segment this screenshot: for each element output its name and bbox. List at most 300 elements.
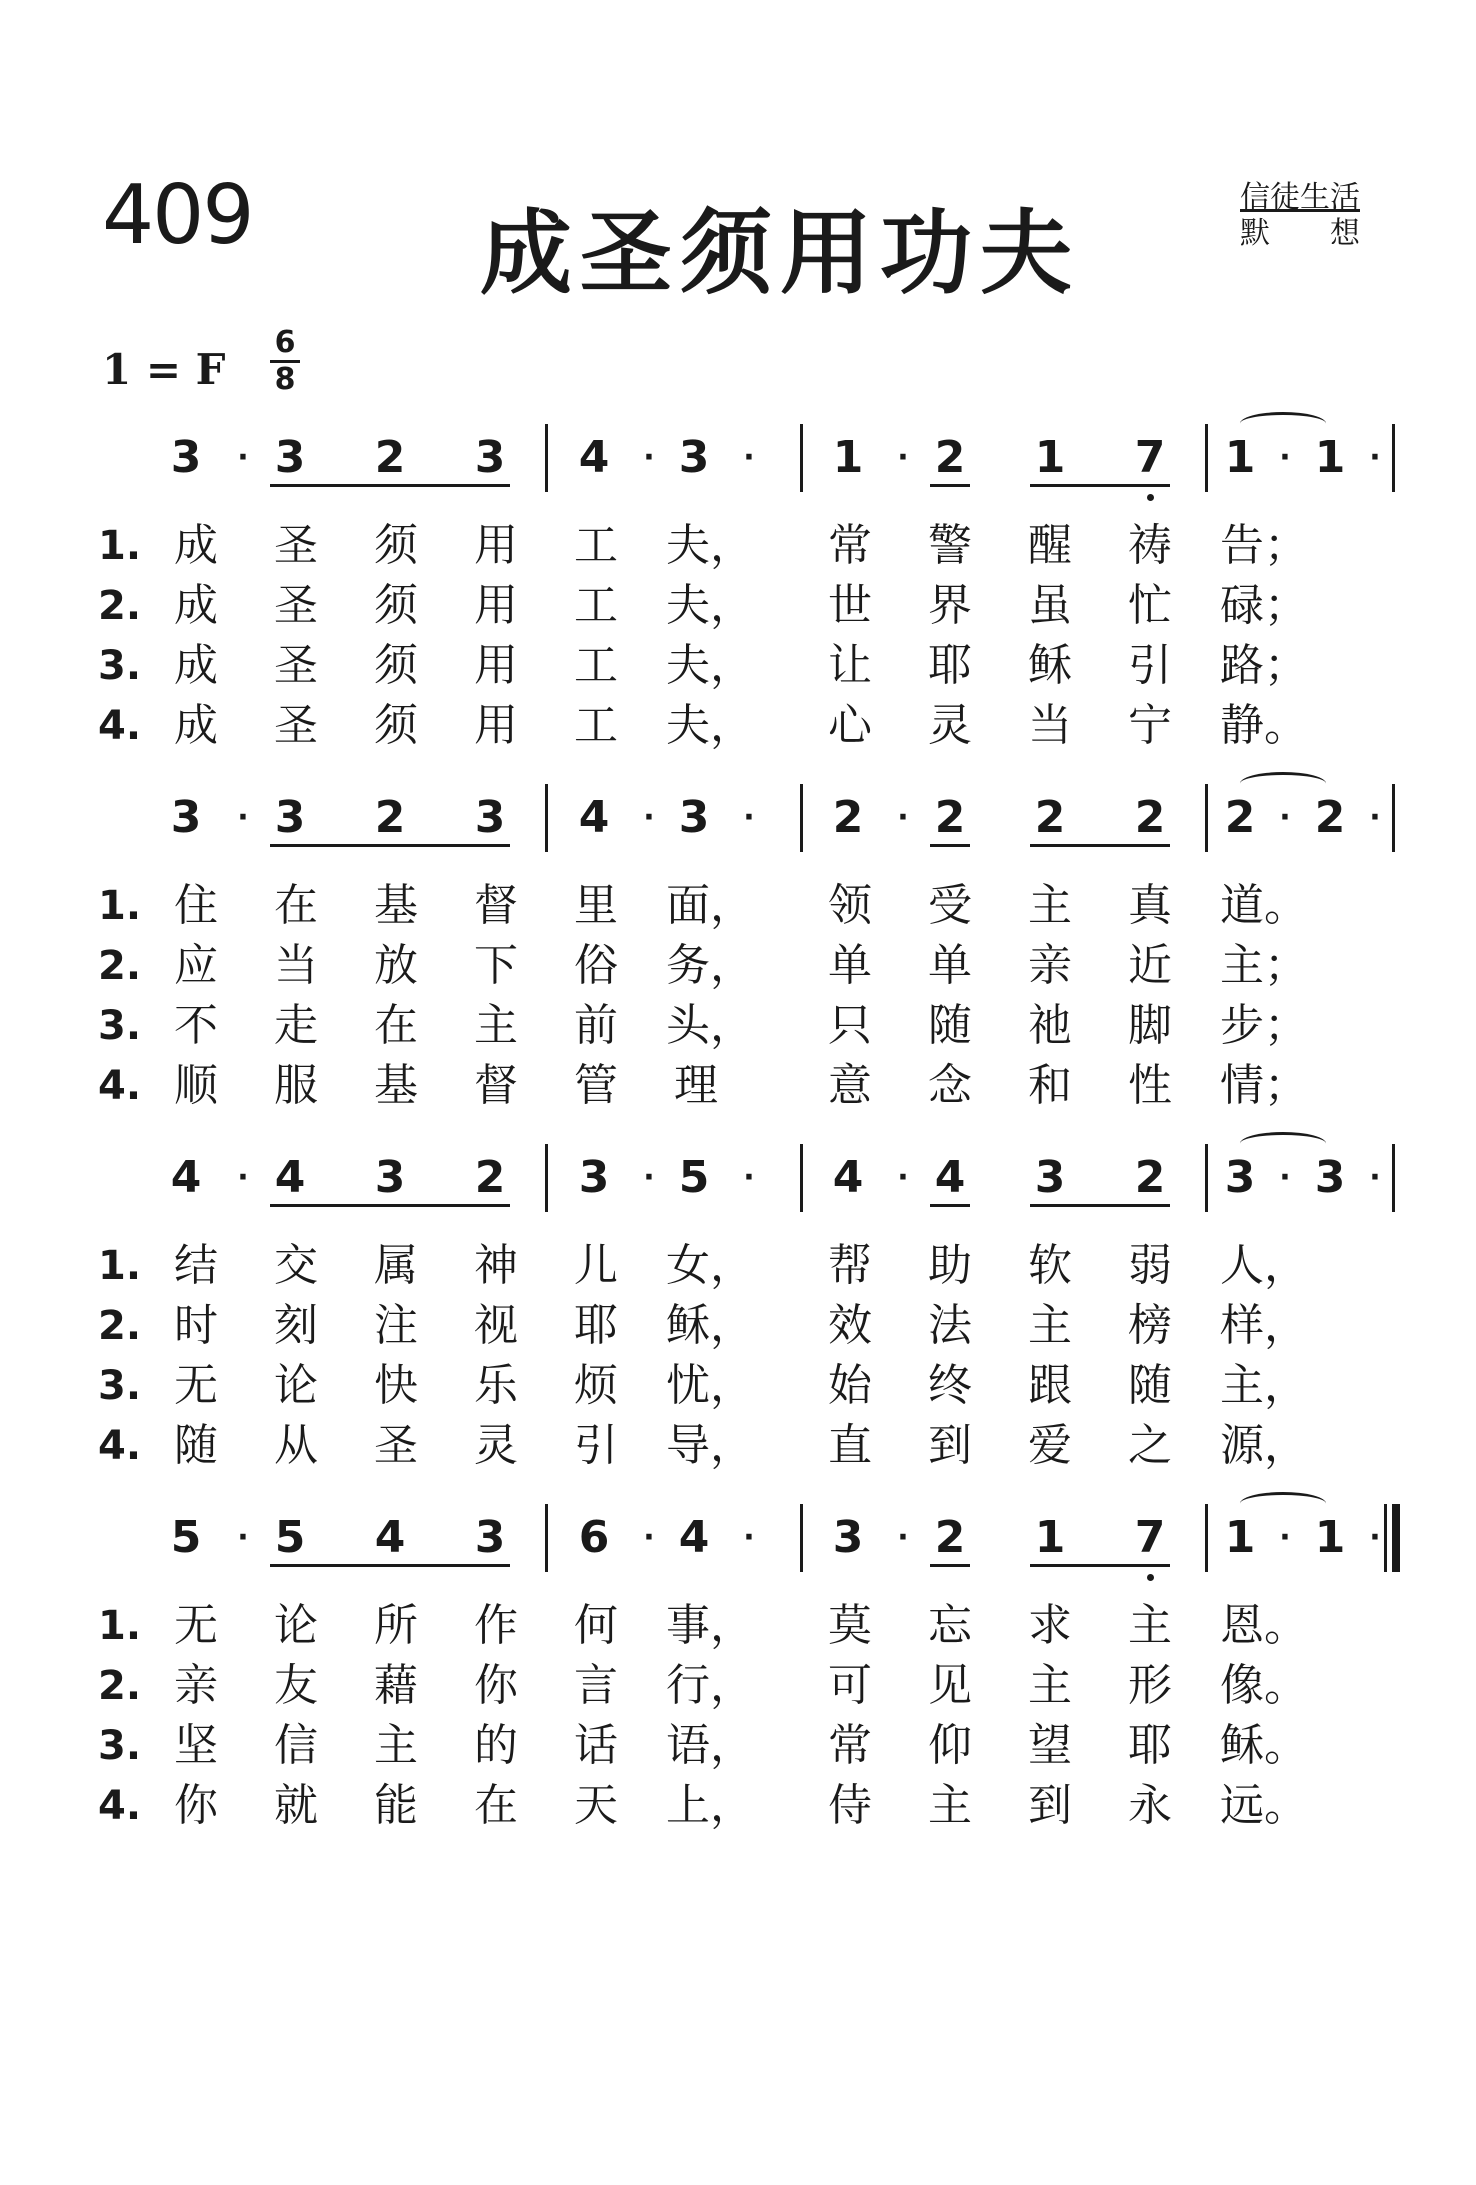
lyric-char: 理 [674, 1060, 718, 1111]
note: 2 [374, 792, 406, 843]
lyric-line [0, 636, 1476, 696]
note: 5 [274, 1512, 306, 1563]
barline [1384, 1504, 1387, 1572]
lyric-char: 用 [474, 700, 518, 751]
lyric-char: 快 [374, 1360, 418, 1411]
lyric-char: 受 [928, 880, 972, 931]
note: 3 [1314, 1152, 1346, 1203]
verse-number: 3. [98, 1723, 142, 1769]
lyric-char: 单 [928, 940, 972, 991]
note: 2 [1134, 1152, 1166, 1203]
lyric-char: 你 [174, 1780, 218, 1831]
lyric-char: 醒 [1028, 520, 1072, 571]
lyric-char: 督 [474, 880, 518, 931]
lyric-char: 宁 [1128, 700, 1172, 751]
lyric-char: 夫， [666, 580, 754, 631]
lyric-line [0, 1716, 1476, 1776]
lyric-char: 祂 [1028, 1000, 1072, 1051]
beam-line [270, 1564, 310, 1567]
category-line2: 默 想 [1240, 216, 1360, 251]
lyric-char: 碌； [1220, 580, 1308, 631]
lyric-line [0, 576, 1476, 636]
lyric-char: 何 [574, 1600, 618, 1651]
lyric-char: 让 [828, 640, 872, 691]
lyric-char: 神 [474, 1240, 518, 1291]
notation-row [0, 788, 1476, 848]
lyric-char: 主 [1028, 1300, 1072, 1351]
lyric-char: 作 [474, 1600, 518, 1651]
notation-row [0, 428, 1476, 488]
lyric-char: 步； [1220, 1000, 1308, 1051]
augmentation-dot: · [743, 1160, 755, 1195]
lyric-char: 主， [1220, 1360, 1308, 1411]
lyric-char: 所 [374, 1600, 418, 1651]
note: 4 [170, 1152, 202, 1203]
note: 3 [474, 432, 506, 483]
augmentation-dot: · [1369, 1160, 1381, 1195]
augmentation-dot: · [643, 1160, 655, 1195]
note: 3 [170, 792, 202, 843]
lyric-char: 常 [828, 1720, 872, 1771]
beam-line [930, 1204, 970, 1207]
barline [545, 424, 548, 492]
barline [800, 424, 803, 492]
note: 3 [170, 432, 202, 483]
note: 3 [274, 792, 306, 843]
lyric-char: 帮 [828, 1240, 872, 1291]
verse-number: 3. [98, 1363, 142, 1409]
augmentation-dot: · [237, 1160, 249, 1195]
verse-number: 1. [98, 883, 142, 929]
lyric-char: 像。 [1220, 1660, 1308, 1711]
note: 2 [1224, 792, 1256, 843]
lyric-char: 应 [174, 940, 218, 991]
lyric-char: 主 [1028, 1660, 1072, 1711]
lyric-char: 夫， [666, 700, 754, 751]
time-signature-bottom: 8 [274, 362, 296, 397]
note: 4 [832, 1152, 864, 1203]
lyric-char: 只 [828, 1000, 872, 1051]
verse-number: 1. [98, 1603, 142, 1649]
note: 4 [578, 432, 610, 483]
notation-row [0, 1508, 1476, 1568]
lyric-char: 祷 [1128, 520, 1172, 571]
lyric-char: 忙 [1128, 580, 1172, 631]
lyric-char: 单 [828, 940, 872, 991]
lyric-char: 用 [474, 520, 518, 571]
lyric-char: 天 [574, 1780, 618, 1831]
lyric-char: 稣 [1028, 640, 1072, 691]
lyric-char: 俗 [574, 940, 618, 991]
lyric-char: 样， [1220, 1300, 1308, 1351]
barline [1392, 424, 1395, 492]
lyric-char: 儿 [574, 1240, 618, 1291]
verse-number: 3. [98, 1003, 142, 1049]
tie-mark [1240, 772, 1326, 795]
lyric-char: 主 [928, 1780, 972, 1831]
note: 1 [1034, 432, 1066, 483]
lyric-char: 脚 [1128, 1000, 1172, 1051]
note: 3 [832, 1512, 864, 1563]
lyric-char: 在 [274, 880, 318, 931]
lyric-char: 走 [274, 1000, 318, 1051]
key-signature: 1 = F [102, 345, 226, 394]
verse-number: 2. [98, 583, 142, 629]
lyric-char: 在 [374, 1000, 418, 1051]
lyric-char: 圣 [274, 520, 318, 571]
augmentation-dot: · [643, 1520, 655, 1555]
note: 5 [170, 1512, 202, 1563]
note: 1 [1224, 432, 1256, 483]
lyric-char: 属 [374, 1240, 418, 1291]
final-barline [1392, 1504, 1400, 1572]
augmentation-dot: · [897, 1160, 909, 1195]
lyric-char: 仰 [928, 1720, 972, 1771]
lyric-char: 莫 [828, 1600, 872, 1651]
note: 4 [934, 1152, 966, 1203]
lyric-char: 结 [174, 1240, 218, 1291]
lyric-char: 始 [828, 1360, 872, 1411]
lyric-char: 性 [1128, 1060, 1172, 1111]
lyric-char: 烦 [574, 1360, 618, 1411]
lyric-char: 须 [374, 580, 418, 631]
lyric-char: 圣 [274, 580, 318, 631]
lyric-char: 主 [474, 1000, 518, 1051]
lyric-char: 稣。 [1220, 1720, 1308, 1771]
lyric-char: 灵 [474, 1420, 518, 1471]
lyric-char: 服 [274, 1060, 318, 1111]
lyric-char: 注 [374, 1300, 418, 1351]
lyric-char: 忘 [928, 1600, 972, 1651]
augmentation-dot: · [237, 440, 249, 475]
lyric-char: 永 [1128, 1780, 1172, 1831]
lyric-char: 终 [928, 1360, 972, 1411]
barline [1205, 1504, 1208, 1572]
low-octave-dot [1147, 494, 1154, 501]
lyric-char: 基 [374, 1060, 418, 1111]
lyric-char: 须 [374, 520, 418, 571]
lyric-char: 榜 [1128, 1300, 1172, 1351]
lyric-line [0, 696, 1476, 756]
lyric-char: 软 [1028, 1240, 1072, 1291]
lyric-line [0, 1596, 1476, 1656]
barline [800, 1144, 803, 1212]
lyric-char: 路； [1220, 640, 1308, 691]
lyric-char: 法 [928, 1300, 972, 1351]
note: 3 [1034, 1152, 1066, 1203]
lyric-char: 头， [666, 1000, 754, 1051]
verse-number: 2. [98, 1303, 142, 1349]
beam-line [270, 484, 310, 487]
lyric-char: 不 [174, 1000, 218, 1051]
augmentation-dot: · [743, 800, 755, 835]
beam-line [1030, 844, 1170, 847]
lyric-char: 源， [1220, 1420, 1308, 1471]
augmentation-dot: · [743, 1520, 755, 1555]
note: 5 [678, 1152, 710, 1203]
lyric-char: 告； [1220, 520, 1308, 571]
lyric-char: 时 [174, 1300, 218, 1351]
lyric-char: 友 [274, 1660, 318, 1711]
note: 2 [474, 1152, 506, 1203]
barline [1205, 424, 1208, 492]
note: 4 [274, 1152, 306, 1203]
augmentation-dot: · [1369, 1520, 1381, 1555]
lyric-char: 能 [374, 1780, 418, 1831]
lyric-char: 导， [666, 1420, 754, 1471]
lyric-char: 成 [174, 640, 218, 691]
lyric-char: 领 [828, 880, 872, 931]
barline [1392, 784, 1395, 852]
lyric-char: 顺 [174, 1060, 218, 1111]
barline [800, 784, 803, 852]
augmentation-dot: · [1279, 800, 1291, 835]
lyric-char: 望 [1028, 1720, 1072, 1771]
note: 4 [678, 1512, 710, 1563]
augmentation-dot: · [897, 1520, 909, 1555]
lyric-char: 视 [474, 1300, 518, 1351]
lyric-char: 的 [474, 1720, 518, 1771]
beam-line [930, 484, 970, 487]
lyric-char: 人， [1220, 1240, 1308, 1291]
lyric-line [0, 1296, 1476, 1356]
lyric-char: 成 [174, 700, 218, 751]
lyric-char: 上， [666, 1780, 754, 1831]
lyric-char: 住 [174, 880, 218, 931]
lyric-char: 和 [1028, 1060, 1072, 1111]
lyric-char: 用 [474, 640, 518, 691]
beam-line [270, 844, 310, 847]
note: 1 [832, 432, 864, 483]
lyric-char: 夫， [666, 520, 754, 571]
lyric-char: 事， [666, 1600, 754, 1651]
lyric-char: 前 [574, 1000, 618, 1051]
note: 2 [1314, 792, 1346, 843]
lyric-char: 远。 [1220, 1780, 1308, 1831]
lyric-line [0, 996, 1476, 1056]
verse-number: 1. [98, 523, 142, 569]
augmentation-dot: · [1369, 800, 1381, 835]
note: 3 [678, 792, 710, 843]
lyric-char: 引 [1128, 640, 1172, 691]
lyric-char: 交 [274, 1240, 318, 1291]
lyric-char: 直 [828, 1420, 872, 1471]
time-signature [270, 326, 300, 397]
lyric-char: 亲 [174, 1660, 218, 1711]
note: 2 [934, 432, 966, 483]
lyric-char: 道。 [1220, 880, 1308, 931]
lyric-char: 跟 [1028, 1360, 1072, 1411]
augmentation-dot: · [643, 800, 655, 835]
lyric-char: 之 [1128, 1420, 1172, 1471]
lyric-char: 到 [928, 1420, 972, 1471]
lyric-char: 常 [828, 520, 872, 571]
lyric-char: 心 [828, 700, 872, 751]
augmentation-dot: · [1279, 440, 1291, 475]
lyric-char: 在 [474, 1780, 518, 1831]
lyric-char: 形 [1128, 1660, 1172, 1711]
note: 7 [1134, 432, 1166, 483]
lyric-char: 稣， [666, 1300, 754, 1351]
verse-number: 4. [98, 1783, 142, 1829]
lyric-char: 你 [474, 1660, 518, 1711]
lyric-char: 工 [574, 520, 618, 571]
lyric-char: 世 [828, 580, 872, 631]
lyric-char: 论 [274, 1360, 318, 1411]
lyric-char: 里 [574, 880, 618, 931]
lyric-line [0, 516, 1476, 576]
lyric-char: 忧， [666, 1360, 754, 1411]
lyric-char: 言 [574, 1660, 618, 1711]
augmentation-dot: · [897, 440, 909, 475]
category-line1: 信徒生活 [1240, 180, 1360, 215]
lyric-char: 坚 [174, 1720, 218, 1771]
beam-line [1030, 1564, 1170, 1567]
augmentation-dot: · [237, 1520, 249, 1555]
lyric-char: 刻 [274, 1300, 318, 1351]
barline [545, 1144, 548, 1212]
lyric-char: 行， [666, 1660, 754, 1711]
lyric-char: 工 [574, 580, 618, 631]
lyric-char: 侍 [828, 1780, 872, 1831]
lyric-char: 可 [828, 1660, 872, 1711]
lyric-line [0, 1416, 1476, 1476]
verse-number: 4. [98, 703, 142, 749]
barline [1205, 784, 1208, 852]
note: 2 [832, 792, 864, 843]
lyric-char: 当 [1028, 700, 1072, 751]
beam-line [1030, 1204, 1170, 1207]
lyric-line [0, 936, 1476, 996]
lyric-char: 圣 [274, 700, 318, 751]
lyric-char: 话 [574, 1720, 618, 1771]
lyric-char: 主 [374, 1720, 418, 1771]
note: 3 [374, 1152, 406, 1203]
augmentation-dot: · [897, 800, 909, 835]
lyric-char: 用 [474, 580, 518, 631]
tie-mark [1240, 1132, 1326, 1155]
note: 2 [934, 1512, 966, 1563]
note: 7 [1134, 1512, 1166, 1563]
lyric-char: 管 [574, 1060, 618, 1111]
lyric-char: 语， [666, 1720, 754, 1771]
lyric-char: 静。 [1220, 700, 1308, 751]
lyric-char: 须 [374, 700, 418, 751]
lyric-char: 爱 [1028, 1420, 1072, 1471]
lyric-char: 圣 [374, 1420, 418, 1471]
lyric-char: 务， [666, 940, 754, 991]
lyric-char: 圣 [274, 640, 318, 691]
lyric-char: 警 [928, 520, 972, 571]
lyric-char: 主 [1128, 1600, 1172, 1651]
lyric-char: 无 [174, 1360, 218, 1411]
lyric-char: 效 [828, 1300, 872, 1351]
verse-number: 2. [98, 1663, 142, 1709]
beam-line [930, 1564, 970, 1567]
verse-number: 3. [98, 643, 142, 689]
augmentation-dot: · [237, 800, 249, 835]
barline [545, 784, 548, 852]
lyric-char: 就 [274, 1780, 318, 1831]
lyric-char: 夫， [666, 640, 754, 691]
lyric-char: 耶 [1128, 1720, 1172, 1771]
note: 2 [1034, 792, 1066, 843]
lyric-line [0, 1056, 1476, 1116]
lyric-char: 恩。 [1220, 1600, 1308, 1651]
lyric-char: 从 [274, 1420, 318, 1471]
lyric-char: 真 [1128, 880, 1172, 931]
notation-row [0, 1148, 1476, 1208]
note: 1 [1034, 1512, 1066, 1563]
note: 3 [1224, 1152, 1256, 1203]
lyric-char: 成 [174, 520, 218, 571]
note: 3 [678, 432, 710, 483]
note: 4 [578, 792, 610, 843]
lyric-char: 女， [666, 1240, 754, 1291]
lyric-char: 界 [928, 580, 972, 631]
lyric-line [0, 876, 1476, 936]
barline [800, 1504, 803, 1572]
lyric-char: 主； [1220, 940, 1308, 991]
note: 2 [1134, 792, 1166, 843]
lyric-char: 耶 [928, 640, 972, 691]
lyric-char: 信 [274, 1720, 318, 1771]
augmentation-dot: · [1279, 1520, 1291, 1555]
verse-number: 4. [98, 1423, 142, 1469]
beam-line [930, 844, 970, 847]
note: 4 [374, 1512, 406, 1563]
verse-number: 2. [98, 943, 142, 989]
lyric-char: 工 [574, 700, 618, 751]
lyric-line [0, 1656, 1476, 1716]
lyric-line [0, 1356, 1476, 1416]
augmentation-dot: · [643, 440, 655, 475]
verse-number: 4. [98, 1063, 142, 1109]
lyric-char: 随 [928, 1000, 972, 1051]
lyric-char: 念 [928, 1060, 972, 1111]
verse-number: 1. [98, 1243, 142, 1289]
lyric-char: 放 [374, 940, 418, 991]
lyric-char: 主 [1028, 880, 1072, 931]
lyric-char: 须 [374, 640, 418, 691]
note: 3 [474, 1512, 506, 1563]
lyric-line [0, 1776, 1476, 1836]
note: 6 [578, 1512, 610, 1563]
lyric-char: 乐 [474, 1360, 518, 1411]
tie-mark [1240, 1492, 1326, 1515]
lyric-line [0, 1236, 1476, 1296]
note: 1 [1224, 1512, 1256, 1563]
hymn-number: 409 [102, 168, 253, 263]
low-octave-dot [1147, 1574, 1154, 1581]
augmentation-dot: · [743, 440, 755, 475]
note: 1 [1314, 1512, 1346, 1563]
lyric-char: 情； [1220, 1060, 1308, 1111]
hymn-title: 成圣须用功夫 [480, 199, 1081, 307]
lyric-char: 面， [666, 880, 754, 931]
category-label [1240, 180, 1360, 252]
lyric-char: 意 [828, 1060, 872, 1111]
note: 2 [934, 792, 966, 843]
note: 3 [274, 432, 306, 483]
lyric-char: 求 [1028, 1600, 1072, 1651]
time-signature-top: 6 [270, 326, 300, 363]
lyric-char: 随 [174, 1420, 218, 1471]
lyric-char: 灵 [928, 700, 972, 751]
augmentation-dot: · [1369, 440, 1381, 475]
lyric-char: 耶 [574, 1300, 618, 1351]
lyric-char: 督 [474, 1060, 518, 1111]
